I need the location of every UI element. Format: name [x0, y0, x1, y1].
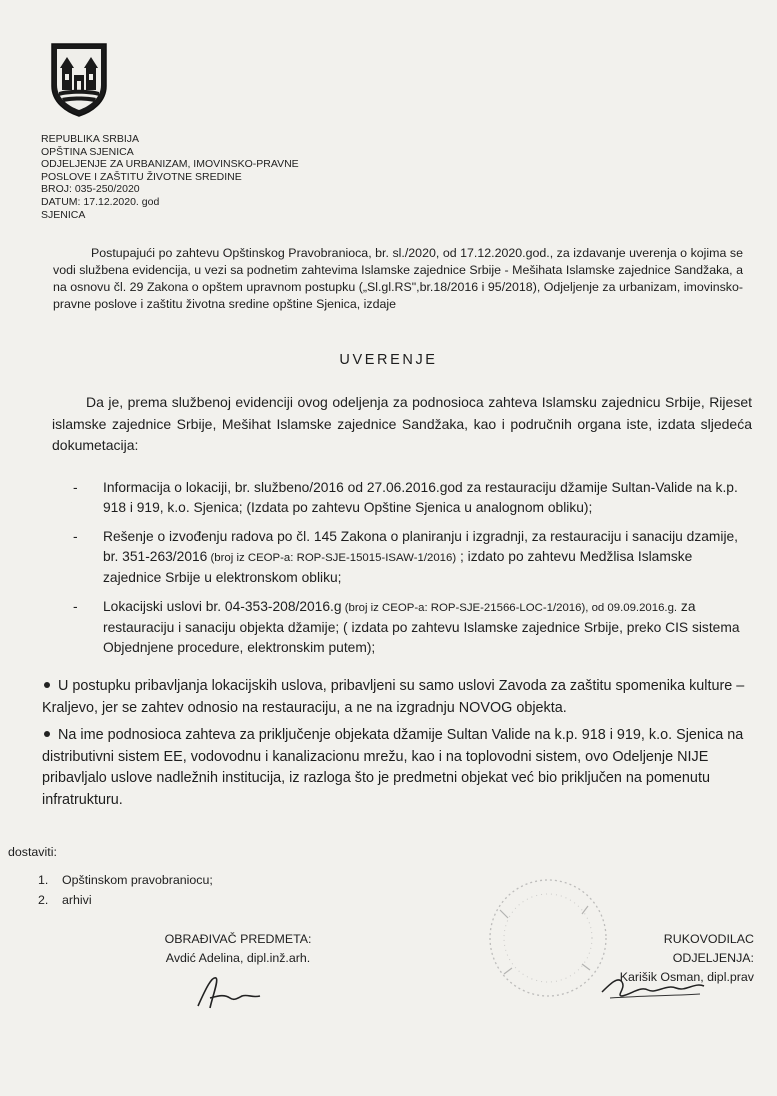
- list-item: [73, 597, 753, 658]
- list-dash: -: [73, 480, 78, 495]
- notes-list: [42, 676, 770, 817]
- note-text: Na ime podnosioca zahteva za priključenje objekata džamije Sultan Valide na k.p. 918 i 919, k.o. Sjenica na distributivni sistem EE, vodovodnu i kanalizacionu mrežu, kao i na toplovodni sistem, ovo Odeljenje NIJE pribavljalo uslove nadležnih institucija, iz razloga što je predmetni objekat već bio priključen na pomenutu infratrukturu.: [42, 727, 744, 808]
- body-text: Da je, prema službenoj evidenciji ovog odeljenja za podnosioca zahteva Islamsku zajednicu Srbije, Rijeset islamske zajednice Srbije, Mešihat Islamske zajednice Sandžaka, kao i područnih organa iste, izdata sljedeća dokumetacija:: [52, 394, 752, 453]
- note-text: U postupku pribavljanja lokacijskih uslova, pribavljeni su samo uslovi Zavoda za zaštitu spomenika kulture – Kraljevo, jer se zahtev odnosio na restauraciju, a ne na izgradnju NOVOG objekta.: [42, 678, 745, 716]
- list-item-ceop-number: (broj iz CEOP-a: ROP-SJE-15015-ISAW-1/2016): [207, 552, 457, 564]
- note-item: [42, 676, 770, 719]
- header-line: BROJ: 035-250/2020: [41, 183, 140, 196]
- coat-of-arms-icon: [50, 42, 108, 118]
- header-line: DATUM: 17.12.2020. god: [41, 195, 160, 208]
- office-header: [41, 133, 299, 221]
- signature-name: Karišik Osman, dipl.prav: [619, 970, 754, 984]
- delivery-recipient: Opštinskom pravobraniocu;: [62, 873, 213, 887]
- bullet-icon: [44, 731, 50, 737]
- signature-title: RUKOVODILAC ODJELJENJA:: [663, 932, 754, 965]
- body-paragraph: [52, 392, 752, 457]
- delivery-number: 1.: [38, 873, 49, 887]
- list-dash: -: [73, 599, 78, 614]
- delivery-label: dostaviti:: [8, 845, 57, 859]
- signature-name: Avdić Adelina, dipl.inž.arh.: [165, 951, 311, 965]
- intro-text: Postupajući po zahtevu Opštinskog Pravobranioca, br. sl./2020, od 17.12.2020.god., za izdavanje uverenja o kojima se vodi službena evidencija, u vezi sa podnetim zahtevima Islamske zajednice Srbije - Mešihata Islamske zajednice Sandžaka, a na osnovu čl. 29 Zakona o opštem upravnom postupku („Sl.gl.RS",br.18/2016 i 95/2018), Odjeljenje za urbanizam, imovinsko-pravne poslove i zaštitu životna sredine opštine Sjenica, izdaje: [53, 246, 743, 311]
- signature-block-left: [150, 930, 326, 968]
- header-line: OPŠTINA SJENICA: [41, 145, 134, 158]
- bullet-icon: [44, 682, 50, 688]
- list-item-text: Rešenje o izvođenju radova po čl. 145 Zakona o planiranju i izgradnji, za restauraciju i sanaciju dzamije, br. 351-263/2016: [103, 529, 739, 564]
- header-line: POSLOVE I ZAŠTITU ŽIVOTNE SREDINE: [41, 170, 242, 183]
- handwritten-signature-icon: [190, 968, 280, 1016]
- list-item-text-tail: ; izdato po zahtevu Medžlisa Islamske zajednice Srbije u elektronskom obliku;: [103, 549, 693, 585]
- document-title: UVERENJE: [339, 352, 438, 368]
- list-item-ceop-number: (broj iz CEOP-a: ROP-SJE-21566-LOC-1/2016), od 09.09.2016.g.: [341, 602, 678, 614]
- delivery-item: [38, 870, 213, 890]
- delivery-list: [38, 870, 213, 910]
- delivery-item: [38, 890, 213, 910]
- list-item: [73, 478, 753, 518]
- delivery-number: 2.: [38, 893, 49, 907]
- header-line: ODJELJENJE ZA URBANIZAM, IMOVINSKO-PRAVNE: [41, 158, 299, 171]
- list-item-text: Lokacijski uslovi br. 04-353-208/2016.g: [103, 599, 342, 614]
- delivery-recipient: arhivi: [62, 893, 92, 907]
- list-item-text-tail: za restauraciju i sanaciju objekta džamije; ( izdata po zahtevu Islamske zajednice Srbije, preko CIS sistema Objednjene procedure, elektronskim putem);: [103, 599, 740, 655]
- header-line: REPUBLIKA SRBIJA: [41, 133, 140, 145]
- list-item-text: Informacija o lokaciji, br. službeno/2016 od 27.06.2016.god za restauraciju džamije Sultan-Valide na k.p. 918 i 919, k.o. Sjenica; (Izdata po zahtevu Opštine Sjenica u analognom obliku);: [103, 480, 738, 515]
- note-item: [42, 725, 770, 811]
- handwritten-signature-icon: [596, 966, 716, 1006]
- header-line: SJENICA: [41, 208, 86, 221]
- intro-paragraph: [53, 245, 743, 313]
- document-list: [73, 478, 753, 667]
- list-dash: -: [73, 529, 78, 544]
- signature-title: OBRAĐIVAČ PREDMETA:: [164, 932, 312, 946]
- list-item: [73, 527, 753, 588]
